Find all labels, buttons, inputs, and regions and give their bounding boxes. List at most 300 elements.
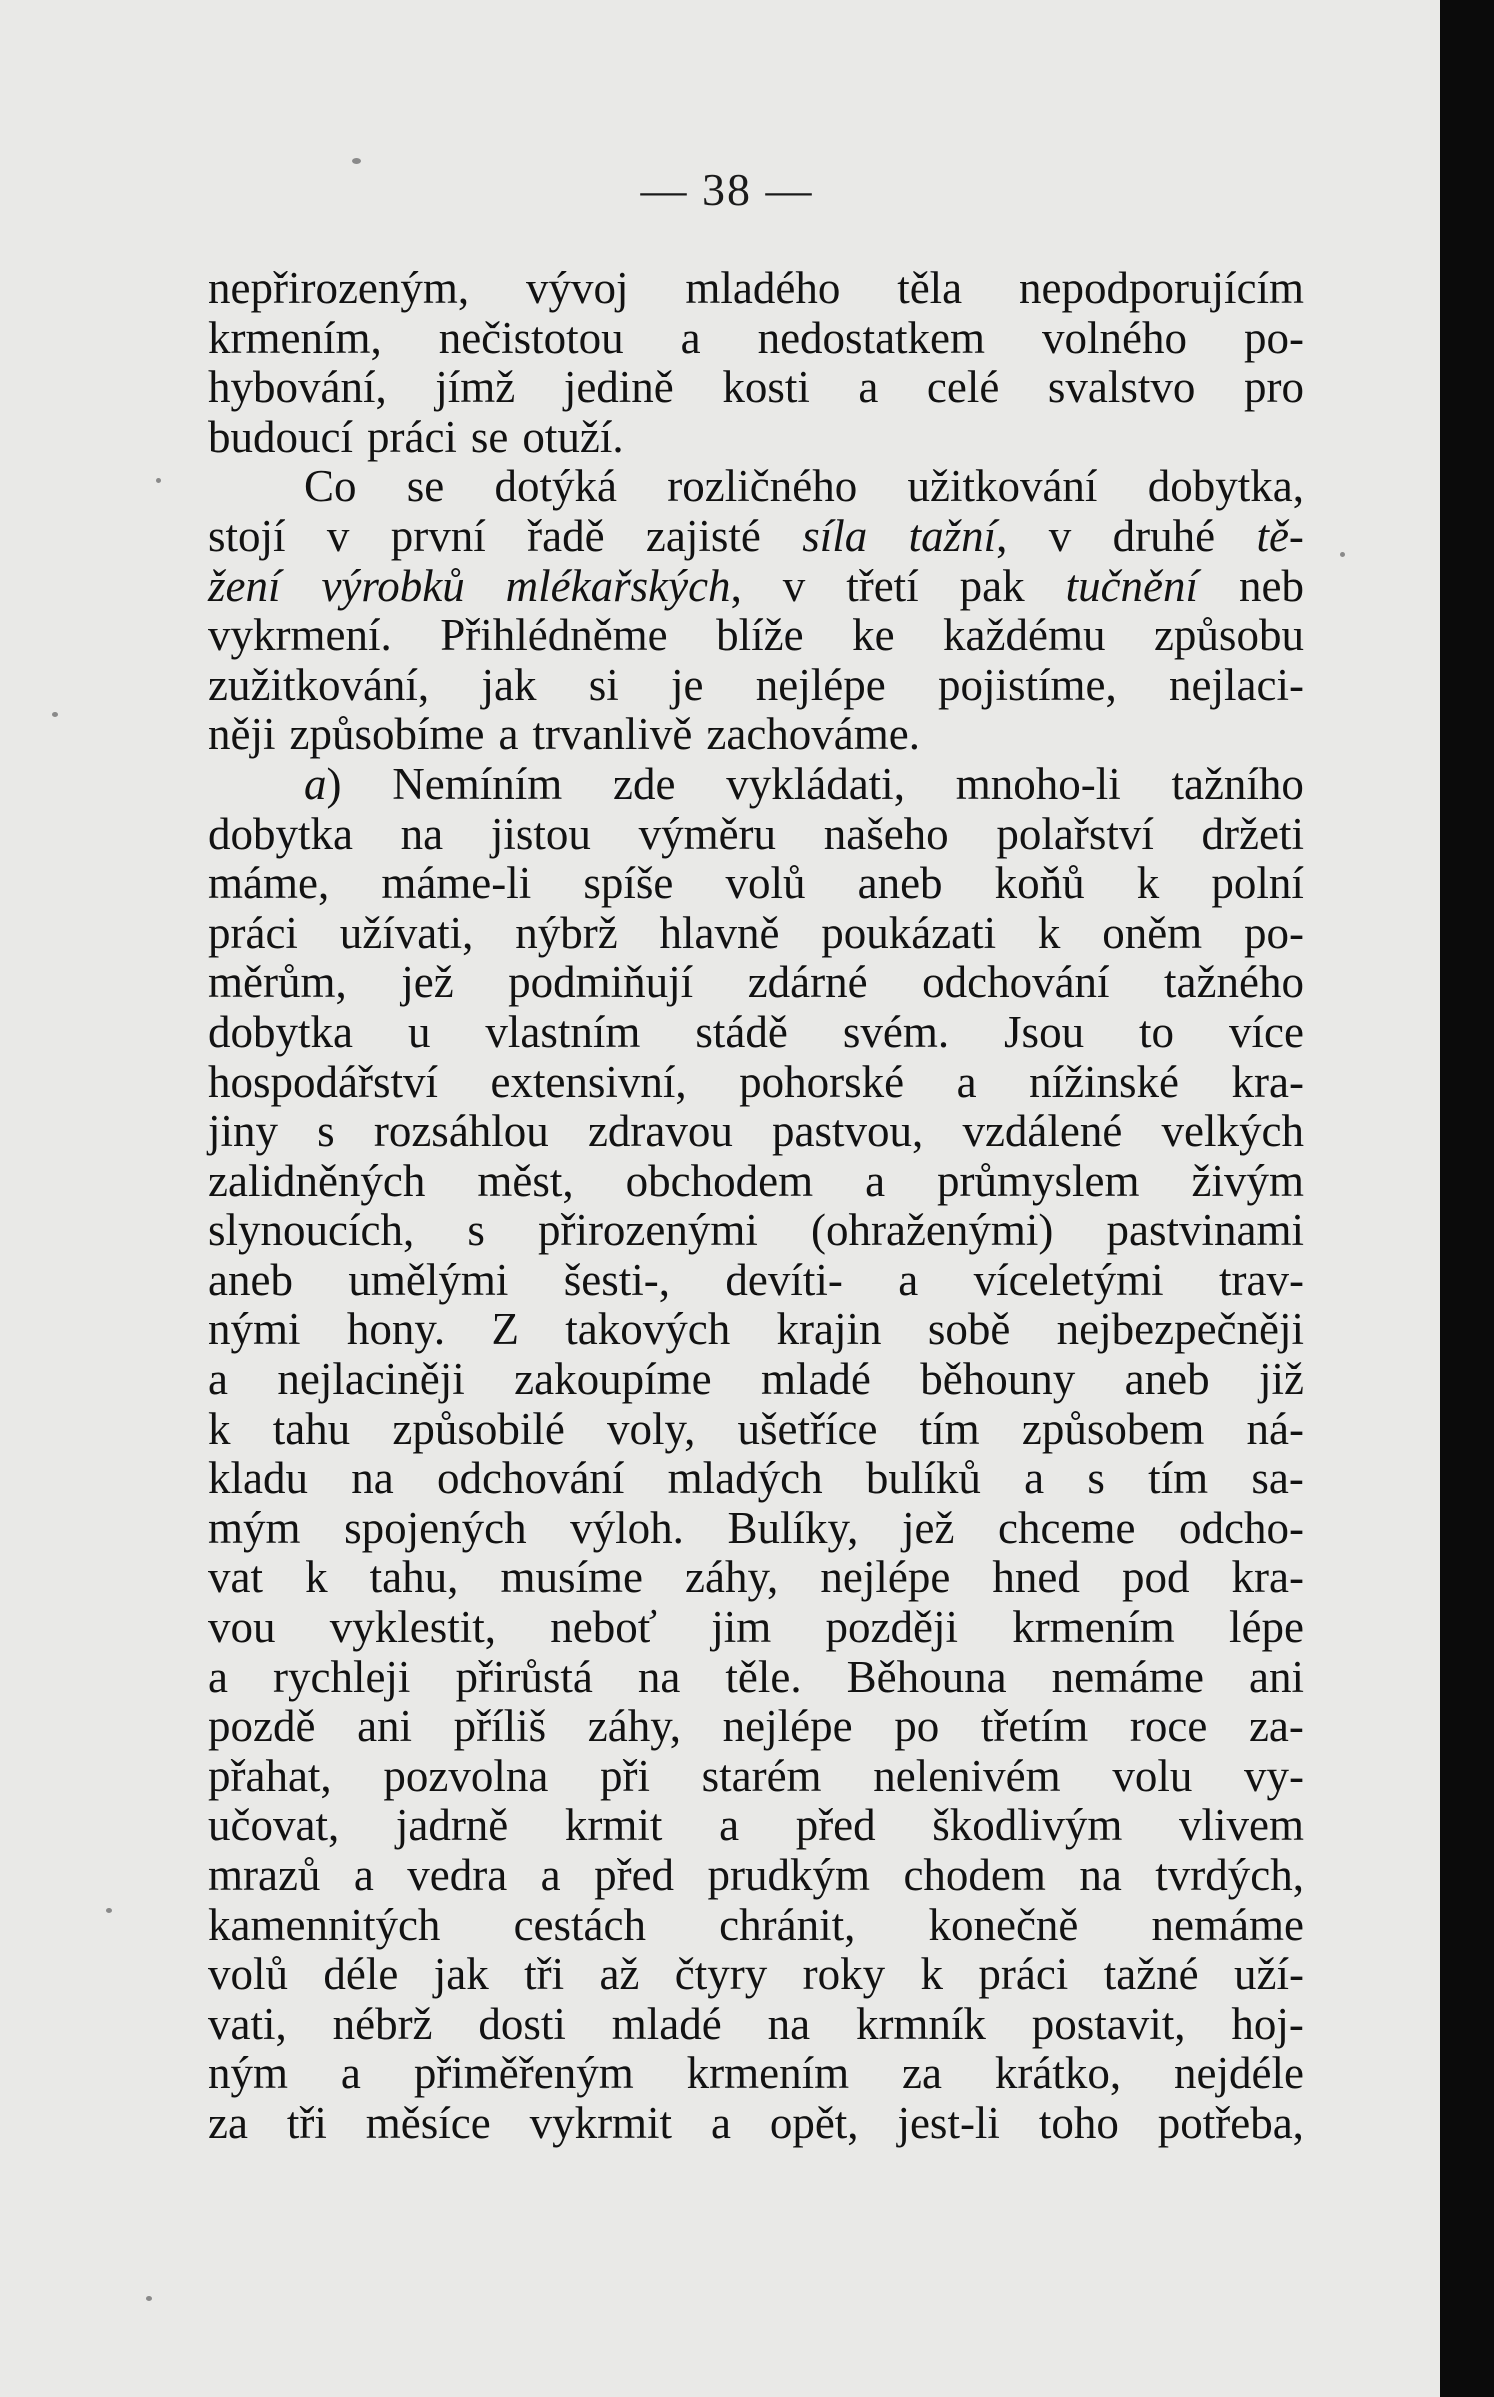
word (824, 810, 949, 860)
word (208, 1454, 308, 1504)
word (500, 1553, 643, 1603)
text-run: tahu (272, 1403, 351, 1454)
text-run: mladé (760, 1354, 871, 1405)
text-run: držeti (1201, 808, 1304, 859)
word (738, 1405, 878, 1455)
text-run: za- (1248, 1701, 1304, 1752)
word (588, 1107, 733, 1157)
word (626, 1157, 813, 1207)
word (340, 909, 474, 959)
text-line (208, 562, 1304, 612)
text-run: extensivní, (490, 1056, 687, 1107)
text-run: volů (208, 1949, 289, 2000)
word (909, 512, 1008, 562)
word (401, 810, 443, 860)
text-run: blíže (716, 610, 804, 661)
text-run: Běhouna (846, 1651, 1007, 1702)
word (437, 1454, 624, 1504)
text-run: výloh. (570, 1502, 684, 1553)
word (1125, 1355, 1210, 1405)
word (514, 1355, 711, 1405)
word (902, 2049, 942, 2099)
word (208, 363, 387, 413)
word (565, 1801, 663, 1851)
text-run: se (470, 411, 509, 462)
text-run: měrům, (208, 957, 347, 1008)
word (330, 1603, 496, 1653)
text-run: jest-li (897, 2097, 1000, 2148)
text-run: polařství (996, 808, 1154, 859)
text-line (208, 710, 1304, 760)
text-run: koňů (994, 858, 1085, 909)
text-run: vlivem (1178, 1800, 1304, 1851)
text-run: na (1079, 1850, 1122, 1900)
text-run: devíti- (725, 1254, 843, 1305)
text-run: a (710, 2097, 731, 2148)
word (894, 1702, 939, 1752)
text-run: jak (433, 1949, 489, 2000)
page-speck (52, 712, 58, 717)
text-run: trav- (1219, 1254, 1304, 1305)
word (1079, 1851, 1121, 1901)
text-line (208, 1653, 1304, 1703)
text-run: jistou (490, 808, 591, 859)
word (995, 859, 1085, 909)
word (1251, 1454, 1303, 1504)
word (1219, 1256, 1304, 1306)
text-run: zajisté (645, 510, 761, 561)
text-run: s (1087, 1453, 1105, 1504)
text-run: dobytka, (1147, 461, 1304, 512)
text-run: trvanlivě (532, 709, 693, 760)
text-run: spíše (583, 858, 674, 909)
text-run: vyklestit, (329, 1602, 497, 1653)
text-run: roce (1129, 1701, 1208, 1752)
text-run: tři (524, 1949, 565, 2000)
text-run: před (795, 1800, 876, 1851)
word (852, 611, 894, 661)
text-run: v (1048, 510, 1072, 561)
word (1066, 562, 1198, 612)
text-run: krmník (855, 1998, 986, 2049)
text-run: a (208, 1651, 228, 1702)
text-run: živým (1191, 1155, 1304, 1206)
word (481, 661, 536, 711)
word (685, 264, 840, 314)
word (305, 1553, 328, 1603)
word (708, 1851, 871, 1901)
word (490, 1058, 686, 1108)
word (407, 462, 445, 512)
text-line (208, 1950, 1304, 2000)
text-run: a (956, 1056, 977, 1107)
word (956, 760, 1121, 810)
text-run: po- (1243, 312, 1304, 363)
word (347, 1305, 445, 1355)
text-run: druhé (1112, 510, 1216, 561)
text-line (208, 1603, 1304, 1653)
word (287, 2099, 327, 2149)
word (374, 1107, 549, 1157)
text-run: krmit (564, 1800, 663, 1851)
emphasis-text: žení (208, 560, 281, 611)
text-run: postavit, (1031, 1998, 1186, 2049)
text-run: budoucí (208, 411, 353, 462)
word (998, 1504, 1135, 1554)
word (843, 1008, 949, 1058)
text-run: volného (1042, 312, 1187, 363)
page-speck (1340, 552, 1345, 557)
word (514, 1901, 646, 1951)
word (1158, 2099, 1304, 2149)
word (811, 1206, 1053, 1256)
word (341, 2049, 361, 2099)
text-run: ná- (1246, 1403, 1304, 1454)
text-run: uží- (1233, 1949, 1304, 2000)
text-run: mnoho-li (955, 758, 1121, 809)
text-run: tři (286, 2097, 327, 2148)
word (1192, 1157, 1304, 1207)
word (1229, 1008, 1304, 1058)
word (527, 512, 604, 562)
word (344, 1504, 526, 1554)
word (273, 1405, 350, 1455)
word (821, 909, 996, 959)
word (728, 1504, 859, 1554)
text-run: po- (1243, 907, 1304, 958)
word (1029, 1058, 1179, 1108)
text-run: krmením (1012, 1602, 1175, 1653)
text-run: tím (1148, 1453, 1209, 1504)
word (323, 1950, 398, 2000)
text-run: rozličného (667, 461, 858, 512)
scan-border (1440, 0, 1494, 2397)
text-run: máme-li (381, 858, 532, 909)
word (1152, 1901, 1304, 1951)
text-run: Co (304, 461, 357, 512)
word (1012, 1603, 1174, 1653)
word (208, 1504, 301, 1554)
text-run: k (305, 1552, 328, 1603)
text-run: přirůstá (455, 1651, 593, 1702)
text-run: na (637, 1651, 681, 1702)
text-run: nejlaciněji (277, 1354, 465, 1405)
word (477, 1157, 573, 1207)
word (866, 1454, 981, 1504)
text-line (208, 264, 1304, 314)
word (599, 1950, 639, 2000)
text-run: zdárné (747, 957, 868, 1008)
text-run: mladé (611, 1998, 722, 2049)
word (1162, 1107, 1304, 1157)
word (903, 1851, 1045, 1901)
text-line (208, 611, 1304, 661)
text-line (208, 909, 1304, 959)
word (897, 2099, 999, 2149)
text-run: první (390, 510, 486, 561)
text-run: nelenivém (873, 1750, 1061, 1801)
word (920, 1405, 980, 1455)
text-run: na (767, 1998, 811, 2049)
word (711, 1603, 771, 1653)
text-run: mrazů (208, 1850, 321, 1900)
text-run: a (858, 362, 879, 413)
text-run: třetím (980, 1701, 1089, 1752)
word (978, 1950, 1068, 2000)
word (383, 1752, 548, 1802)
word (932, 1801, 1122, 1851)
text-run: volů (725, 858, 806, 909)
word (1004, 1008, 1084, 1058)
word (532, 710, 692, 760)
text-run: třetí (846, 560, 919, 611)
word (208, 661, 429, 711)
word (208, 611, 392, 661)
word (1256, 512, 1303, 562)
word (289, 710, 484, 760)
page-speck (352, 158, 361, 164)
word (208, 2099, 248, 2149)
text-run: lépe (1228, 1602, 1304, 1653)
text-line (208, 958, 1304, 1008)
word (1019, 264, 1304, 314)
word (1052, 1653, 1204, 1703)
text-run: nébrž (332, 1998, 433, 2049)
word (1211, 859, 1304, 909)
word (722, 363, 810, 413)
word (685, 1553, 778, 1603)
text-run: nečistotou (438, 312, 624, 363)
word (856, 2000, 986, 2050)
word (607, 1405, 695, 1455)
text-run: jak (481, 659, 537, 710)
word (1244, 1752, 1304, 1802)
text-run: toho (1038, 2097, 1119, 2148)
text-run: průmyslem (937, 1155, 1140, 1206)
word (1174, 2049, 1304, 2099)
word (208, 512, 286, 562)
word (208, 1553, 263, 1603)
word (995, 2049, 1121, 2099)
text-run: při (599, 1750, 650, 1801)
text-run: obchodem (625, 1155, 814, 1206)
text-run: tím (919, 1403, 980, 1454)
word (725, 1256, 842, 1306)
text-run: krmením (686, 2048, 850, 2099)
word (208, 1702, 315, 1752)
text-run: tvrdých, (1155, 1850, 1304, 1900)
word (1244, 314, 1304, 364)
text-run: roky (802, 1949, 886, 2000)
text-run: záhy, (685, 1552, 779, 1603)
text-run: déle (323, 1949, 399, 2000)
text-run: přirozenými (537, 1205, 758, 1256)
text-run: škodlivým (932, 1800, 1123, 1851)
text-run: ani (357, 1701, 413, 1752)
text-run: vykládati, (726, 758, 905, 809)
text-run: oněm (1102, 907, 1203, 958)
word (1139, 1008, 1174, 1058)
word (1179, 1504, 1304, 1554)
text-run: vykrmení. (208, 610, 392, 661)
word (858, 363, 878, 413)
text-run: starém (701, 1750, 822, 1801)
text-line (208, 1256, 1304, 1306)
word (1022, 1405, 1204, 1455)
text-run: práci (366, 411, 457, 462)
word (1249, 1653, 1304, 1703)
text-line (208, 2000, 1304, 2050)
text-run: chceme (998, 1502, 1136, 1553)
word (366, 2099, 491, 2149)
text-run: k (1037, 907, 1061, 958)
word (725, 859, 805, 909)
text-run: příliš (453, 1701, 547, 1752)
text-run: (ohraženými) (811, 1205, 1054, 1256)
word (761, 1355, 871, 1405)
text-run: na (351, 1453, 394, 1504)
word (478, 2000, 566, 2050)
word (370, 1553, 459, 1603)
text-line (208, 1355, 1304, 1405)
text-run: pastvou, (772, 1106, 924, 1157)
text-run: měsíce (365, 2097, 491, 2148)
word (354, 1851, 374, 1901)
text-run: tažné (1103, 1949, 1199, 2000)
text-line (208, 413, 1304, 463)
word (927, 363, 999, 413)
word (1171, 760, 1303, 810)
text-run: ) (326, 758, 342, 809)
text-run: výměru (638, 808, 777, 859)
text-line (208, 810, 1304, 860)
word (1148, 462, 1304, 512)
text-run: dosti (478, 1998, 566, 2049)
word (391, 512, 486, 562)
text-run: umělými (348, 1254, 509, 1305)
text-run: pod (1121, 1552, 1190, 1603)
word (803, 1950, 886, 2000)
text-run: máme, (208, 858, 330, 909)
text-run: záhy, (587, 1701, 682, 1752)
text-run: krátko, (994, 2048, 1122, 2099)
text-line (208, 760, 1304, 810)
text-run: Nemíním (392, 758, 563, 809)
word (498, 710, 518, 760)
text-run: v (782, 560, 806, 611)
text-line (208, 661, 1304, 711)
text-run: nýbrž (515, 907, 618, 958)
word (702, 1752, 822, 1802)
word (1229, 1603, 1304, 1653)
word (768, 2000, 810, 2050)
word (758, 314, 985, 364)
word (208, 909, 298, 959)
text-run: nejlépe (755, 659, 886, 710)
text-line (208, 1801, 1304, 1851)
text-run: s (317, 1106, 335, 1157)
word (304, 462, 357, 512)
word (675, 1950, 767, 2000)
word (796, 1801, 876, 1851)
text-run: pastvinami (1106, 1205, 1304, 1256)
word (491, 810, 591, 860)
text-run: Bulíky, (727, 1502, 859, 1553)
word (719, 1901, 855, 1951)
text-run: pojistíme, (938, 659, 1117, 710)
text-run: hned (992, 1552, 1080, 1603)
text-run: nejlaci- (1169, 659, 1304, 710)
text-run: víceletými (973, 1254, 1164, 1305)
word (847, 1653, 1007, 1703)
word (659, 909, 779, 959)
word (588, 1702, 681, 1752)
text-run: zdravou (587, 1106, 733, 1157)
text-run: mladých (667, 1453, 823, 1504)
word (208, 1901, 440, 1951)
text-run: zakoupíme (514, 1354, 712, 1405)
text-run: hybování, (208, 362, 387, 413)
text-run: pohorské (739, 1056, 905, 1107)
text-run: cestách (513, 1899, 646, 1950)
word (938, 661, 1117, 711)
emphasis-text: a (304, 758, 327, 809)
word (467, 1206, 485, 1256)
text-run: nemáme (1051, 1651, 1204, 1702)
text-run: a (865, 1155, 886, 1206)
emphasis-text: tučnění (1065, 560, 1199, 611)
word (1107, 1206, 1304, 1256)
word (613, 760, 675, 810)
emphasis-text: mlékařských (505, 560, 731, 611)
text-run: a (719, 1800, 740, 1851)
text-run: neboť (550, 1602, 657, 1653)
word (898, 1256, 918, 1306)
text-line (208, 1901, 1304, 1951)
word (770, 2099, 859, 2149)
text-run: rychleji (272, 1651, 411, 1702)
word (962, 1107, 1122, 1157)
text-run: kra- (1231, 1552, 1304, 1603)
word (820, 1553, 950, 1603)
text-run: práci (208, 907, 298, 958)
word (937, 1157, 1139, 1207)
text-run: na (400, 808, 444, 859)
text-run: pozvolna (383, 1750, 549, 1801)
word (471, 413, 509, 463)
text-run: , (996, 510, 1008, 561)
word (538, 1206, 758, 1256)
text-run: poukázati (821, 907, 997, 958)
emphasis-text: výrobků (321, 560, 465, 611)
text-run: , (730, 560, 742, 611)
text-run: pozdě (208, 1701, 316, 1752)
text-run: mladého (685, 263, 841, 313)
text-line (208, 1405, 1304, 1455)
word (992, 1553, 1079, 1603)
word (826, 1603, 958, 1653)
text-run: stojí (208, 510, 286, 561)
word (996, 810, 1153, 860)
word (208, 1058, 438, 1108)
word (381, 859, 531, 909)
text-line (208, 2049, 1304, 2099)
text-line (208, 1206, 1304, 1256)
text-run: a (540, 1850, 561, 1900)
text-run: jež (901, 1502, 955, 1553)
word (974, 1256, 1164, 1306)
word (739, 1058, 904, 1108)
